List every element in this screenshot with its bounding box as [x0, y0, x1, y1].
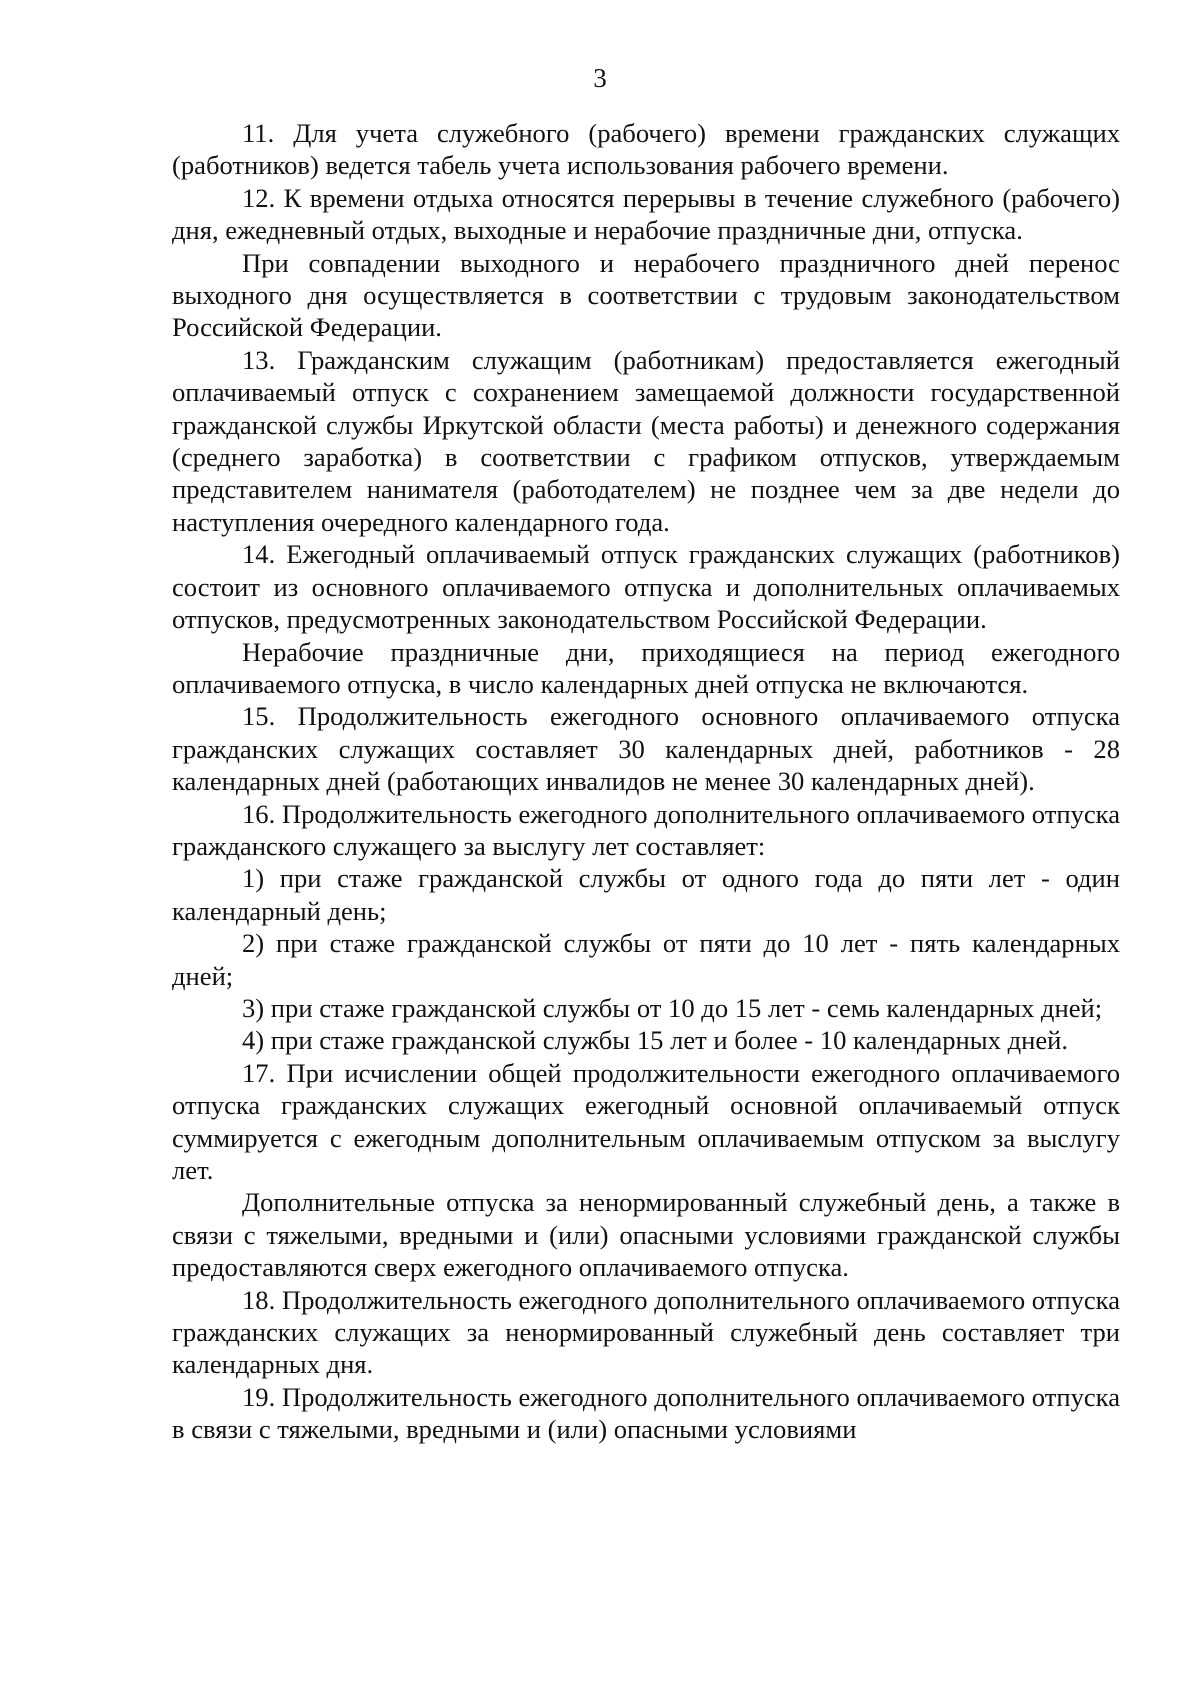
- paragraph-12: 12. К времени отдыха относятся перерывы в течение служебного (рабочего) дня, ежедневный отдых, выходные и нерабочие праздничные дни, отпуска.: [172, 182, 1120, 246]
- paragraph-16-item-3: 3) при стаже гражданской службы от 10 до 15 лет - семь календарных дней;: [242, 992, 1103, 1023]
- paragraph-16-item-4: 4) при стаже гражданской службы 15 лет и более - 10 календарных дней.: [242, 1025, 1069, 1056]
- paragraph-17-additional: Дополнительные отпуска за ненормированный служебный день, а также в связи с тяжелыми, вредными и (или) опасными условиями гражданской службы предоставляются сверх ежегодного оплачиваемого отпуска.: [172, 1187, 1120, 1283]
- paragraph-16-item-1: 1) при стаже гражданской службы от одного года до пяти лет - один календарный день;: [172, 863, 1120, 926]
- paragraph-12-holiday-transfer: При совпадении выходного и нерабочего праздничного дней перенос выходного дня осуществляется в соответствии с трудовым законодательством Российской Федерации.: [172, 247, 1120, 343]
- paragraph-13: 13. Гражданским служащим (работникам) предоставляется ежегодный оплачиваемый отпуск с сохранением замещаемой должности государственной гражданской службы Иркутской области (места работы) и денежного содержания (среднего заработка) в соответствии с графиком отпусков, утверждаемым представителем нанимателя (работодателем) не позднее чем за две недели до наступления очередного календарного года.: [172, 344, 1120, 537]
- paragraph-17: 17. При исчислении общей продолжительности ежегодного оплачиваемого отпуска гражданских служащих ежегодный основной оплачиваемый отпуск суммируется с ежегодным дополнительным оплачиваемым отпуском за выслугу лет.: [172, 1057, 1120, 1185]
- paragraph-18: 18. Продолжительность ежегодного дополнительного оплачиваемого отпуска гражданских служащих за ненормированный служебный день составляет три календарных дня.: [172, 1284, 1120, 1380]
- paragraph-14-holidays: Нерабочие праздничные дни, приходящиеся на период ежегодного оплачиваемого отпуска, в число календарных дней отпуска не включаются.: [172, 636, 1120, 699]
- paragraph-15: 15. Продолжительность ежегодного основного оплачиваемого отпуска гражданских служащих составляет 30 календарных дней, работников - 28 календарных дней (работающих инвалидов не менее 30 календарных дней).: [172, 701, 1120, 797]
- document-body: [172, 117, 1120, 1446]
- paragraph-11: 11. Для учета служебного (рабочего) времени гражданских служащих (работников) ведется табель учета использования рабочего времени.: [172, 118, 1120, 181]
- paragraph-16-item-2: 2) при стаже гражданской службы от пяти до 10 лет - пять календарных дней;: [172, 928, 1120, 991]
- paragraph-19: 19. Продолжительность ежегодного дополнительного оплачиваемого отпуска в связи с тяжелыми, вредными и (или) опасными условиями: [172, 1381, 1120, 1445]
- paragraph-16: 16. Продолжительность ежегодного дополнительного оплачиваемого отпуска гражданского служащего за выслугу лет составляет:: [172, 798, 1120, 861]
- paragraph-14: 14. Ежегодный оплачиваемый отпуск гражданских служащих (работников) состоит из основного оплачиваемого отпуска и дополнительных оплачиваемых отпусков, предусмотренных законодательством Российской Федерации.: [172, 539, 1120, 635]
- page-number: 3: [593, 63, 607, 93]
